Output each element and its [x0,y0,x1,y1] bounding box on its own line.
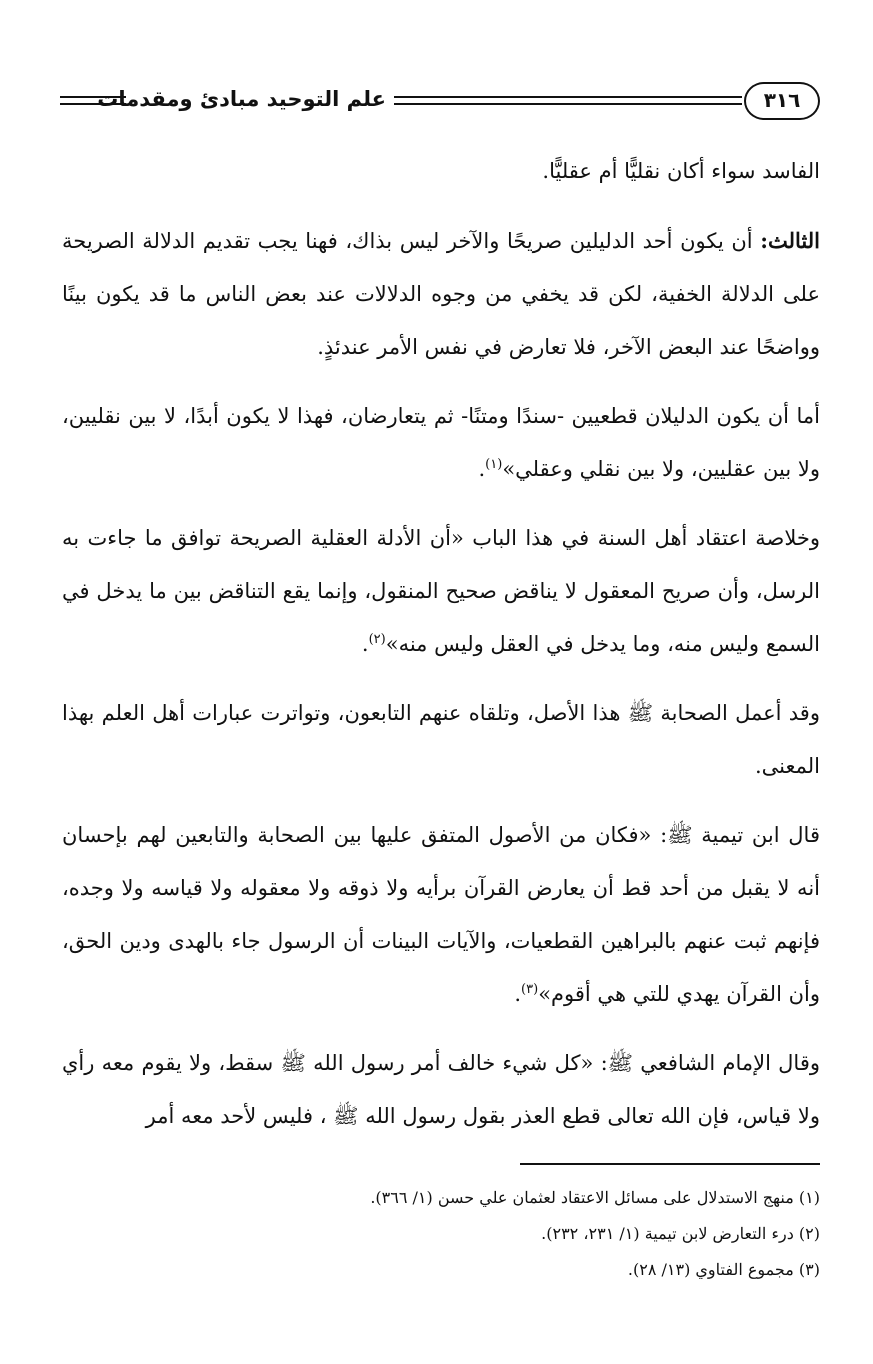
footnote-ref-2[interactable]: (٢) [368,632,386,647]
footnote-ref-3[interactable]: (٣) [521,982,539,997]
paragraph-lead: الثالث: [760,228,820,253]
paragraph-3: أما أن يكون الدليلان قطعيين -سندًا ومتنًا- ثم يتعارضان، فهذا لا يكون أبدًا، لا بين نقليين، ولا بين عقليين، ولا بين نقلي وعقلي»$^{(١)}$. [62,404,820,481]
paragraph-text: وقد أعمل الصحابة ﷺ هذا الأصل، وتلقاه عنهم التابعون، وتواترت عبارات أهل العلم بهذا المعنى. [62,701,820,778]
paragraph-1 [62,145,820,198]
footnote-separator [520,1163,820,1165]
paragraph-text: وخلاصة اعتقاد أهل السنة في هذا الباب «أن الأدلة العقلية الصريحة توافق ما جاءت به الرسل، وأن صريح المعقول لا يناقض صحيح المنقول، وإنما يقع التناقض بين ما يدخل في السمع وليس منه، وما يدخل في العقل وليس منه» [62,526,820,656]
header-rule-right [394,96,742,105]
paragraph-text: أن يكون أحد الدليلين صريحًا والآخر ليس بذاك، فهنا يجب تقديم الدلالة الصريحة على الدلالة الخفية، لكن قد يخفي من وجوه الدلالات عند بعض الناس ما قد يكون بينًا وواضحًا عند البعض الآخر، فلا تعارض في نفس الأمر عندئذٍ. [62,229,820,359]
paragraph-4: وخلاصة اعتقاد أهل السنة في هذا الباب «أن الأدلة العقلية الصريحة توافق ما جاءت به الرسل، وأن صريح المعقول لا يناقض صحيح المنقول، وإنما يقع التناقض بين ما يدخل في السمع وليس منه، وما يدخل في العقل وليس منه»$^{(٢)}$. [62,526,820,656]
running-header [60,82,822,130]
paragraph-5 [62,687,820,793]
paragraph-7 [62,1037,820,1143]
paragraph-2 [62,214,820,374]
paragraph-text: الفاسد سواء أكان نقليًّا أم عقليًّا. [542,159,820,183]
page-number-badge: ٣١٦ [744,82,820,120]
paragraph-6: قال ابن تيمية ﷺ: «فكان من الأصول المتفق عليها بين الصحابة والتابعين لهم بإحسان أنه لا يقبل من أحد قط أن يعارض القرآن برأيه ولا ذوقه ولا معقوله ولا قياسه ولا وجده، فإنهم ثبت عنهم بالبراهين القطعيات، والآيات البينات أن الرسول جاء بالهدى ودين الحق، وأن القرآن يهدي للتي هي أقوم»$^{(٣)}$. [62,823,820,1006]
footnote-1: (١) منهج الاستدلال على مسائل الاعتقاد لعثمان علي حسن (١/ ٣٦٦). [370,1188,820,1207]
paragraph-text: أما أن يكون الدليلان قطعيين -سندًا ومتنًا- ثم يتعارضان، فهذا لا يكون أبدًا، لا بين نقليين، ولا بين عقليين، ولا بين نقلي وعقلي» [62,404,820,481]
header-title: علم التوحيد مبادئ ومقدمات [97,87,386,111]
main-text [62,145,820,1159]
footnote-ref-1[interactable]: (١) [485,457,503,472]
paragraph-text: قال ابن تيمية ﷺ: «فكان من الأصول المتفق عليها بين الصحابة والتابعين لهم بإحسان أنه لا يقبل من أحد قط أن يعارض القرآن برأيه ولا ذوقه ولا معقوله ولا قياسه ولا وجده، فإنهم ثبت عنهم بالبراهين القطعيات، والآيات البينات أن الرسول جاء بالهدى ودين الحق، وأن القرآن يهدي للتي هي أقوم» [62,823,820,1006]
footnotes [62,1180,820,1288]
footnote-2: (٢) درء التعارض لابن تيمية (١/ ٢٣١، ٢٣٢). [541,1224,820,1243]
paragraph-text: وقال الإمام الشافعي ﷺ: «كل شيء خالف أمر رسول الله ﷺ سقط، ولا يقوم معه رأي ولا قياس، فإن الله تعالى قطع العذر بقول رسول الله ﷺ ، فليس لأحد معه أمر [62,1051,820,1128]
footnote-3: (٣) مجموع الفتاوي (١٣/ ٢٨). [627,1260,820,1279]
